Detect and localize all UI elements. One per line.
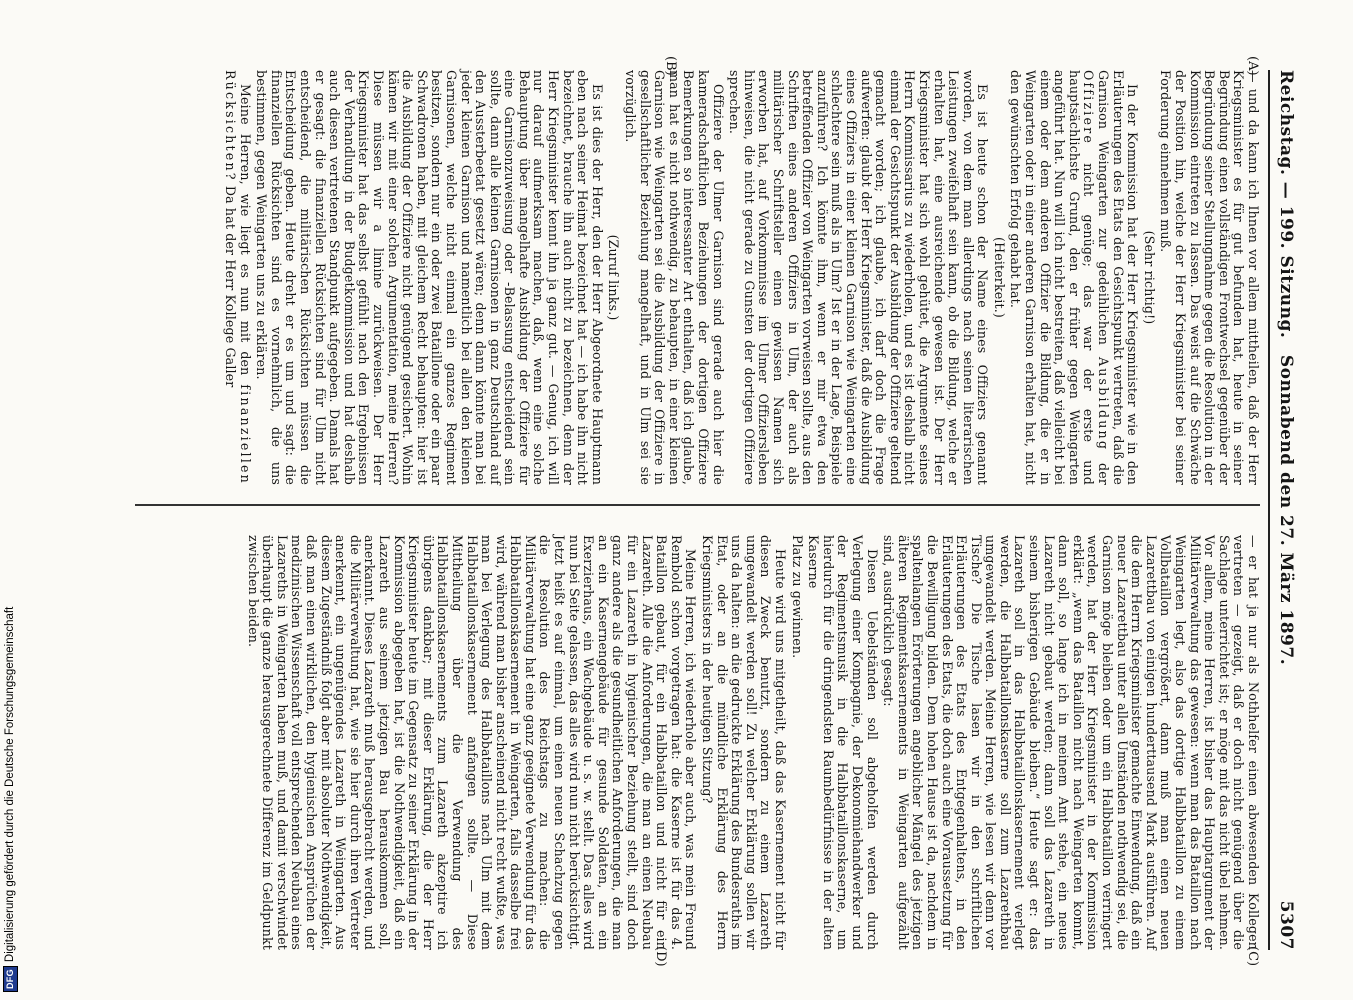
paragraph-text: Da hat der Herr Kollege Galler <box>223 185 239 388</box>
digitization-notice <box>0 2 21 992</box>
paragraph: Heute wird uns mitgetheilt, daß das Kasernement nicht für diesen Zweck benutzt, sondern zu einem Lazareth umgewandelt werden soll! Zu welcher Erklärung sollen wir uns da halten: an die gedruckte Erklärung des Bundesraths im Etat, oder an die mündliche Erklärung des Herrn Kriegsministers in der heutigen Sitzung? <box>700 535 788 950</box>
emphasis: finanziellen Rücksichten? <box>223 70 253 485</box>
printed-page <box>100 56 1300 967</box>
paragraph: Es ist heute schon der Name eines Offiziers genannt worden, von dem man allerdings nach seinen literarischen Leistungen zweifelhaft sein kann, ob die Bildung, welche er erhalten hat, eine ausreichende gewesen ist. Der Herr Kriegsminister hat sich wohl gehütet, die Argumente seines Herrn Kommissarius zu wiederholen, und es ist deshalb nicht einmal der Gesichtspunkt der Ausbildung der Offiziere geltend gemacht worden; ich glaube, ich darf doch die Frage aufwerfen: glaubt der Herr Kriegsminister, daß die Ausbildung eines Offiziers in einer kleinen Garnison wie Weingarten eine schlechtere sein muß als in Ulm? Ist er in der Lage, Beispiele anzuführen? Ich könnte ihm, wenn er mir etwa den betreffenden Offizier von Weingarten vorweisen sollte, aus den Schriften eines anderen Offiziers in Ulm, der auch als militärischer Schriftsteller einen gewissen Namen sich erworben hat, auf Vorkommnisse im Ulmer Offiziersleben hinweisen, die nicht gerade zu Gunsten der dortigen Offiziere sprechen. <box>727 70 991 485</box>
paragraph: — er hat ja nur als Nothhelfer einen abwesenden Kollegen vertreten — gezeigt, daß er doch nicht genügend über die Sachlage unterrichtet ist; er möge mit das nicht übel nehmen. Vor allem, meine Herren, ist bisher das Hauptargument der Militärverwaltung das gewesen: wenn man das Bataillon nach Weingarten legt, also das dortige Halbbataillon zu einem Vollbataillon vergrößert, dann muß man einen neuen Lazarettbau von einigen hunderttausend Mark ausführen. Auf die dem Herrn Kriegsminister gemachte Einwendung, daß ein neuer Lazarettbau unter allen Umständen nothwendig sei, die Garnison möge bleiben oder um ein Halbbataillon verringert werden, hat der Herr Kriegsminister in der Kommission erklärt: „wenn das Bataillon nicht nach Weingarten kommt, dann soll, so lange ich in meinem Amt stehe, ein neues Lazareth nicht gebaut werden; dann soll das Lazareth in seinem bisherigen Gebäude bleiben.“ Heute sagt er: das Lazareth soll in das Halbbataillonskasernement verlegt werden, die Halbbataillonskaserne soll zum Lazarethbau umgewandelt werden. Meine Herren, wie lesen wir denn vor Tische? Die Tische lasen wir in den schriftlichen Erläuterungen des Etats des Entgegenhaltens, in den Erläuterungen des Etats, die doch auch eine Voraussetzung für die Bewilligung bilden. Dem hohen Hause ist da, nachdem in spaltenlangen Erörterungen angeblicher Mängel des jetzigen älteren Regimentskasernements in Weingarten aufgezählt sind, ausdrücklich gesagt: <box>881 535 1261 950</box>
page-number: 5307 <box>1276 900 1296 950</box>
interjection: (Heiterkeit.) <box>991 237 1007 318</box>
paragraph-text: der <box>1096 463 1112 486</box>
digitization-notice-text: Digitalisierung gefördert durch die Deutsche Forschungsgemeinschaft <box>4 606 16 963</box>
left-column <box>220 70 1260 485</box>
emphasis: Offiziere <box>1081 70 1097 146</box>
block-quote-end: Platz zu gewinnen. <box>789 535 805 659</box>
paragraph-text: Meine Herren, wie liegt es nun mit den <box>237 84 253 376</box>
right-column <box>243 535 1260 950</box>
paragraph: Meine Herren, ich wiederhole aber auch, was mein Freund Rembold schon vorgetragen hat: die Kaserne ist für das 4. Bataillon gebaut, für ein Halbbataillon und nicht für ein Lazareth. Alle die Anforderungen, die man an einen Neubau für ein Lazareth in hygienischer Beziehung stellt, sind doch ganz andere als die gesundheitlichen Anforderungen, die man an ein Kasernengebäude für gesunde Soldaten, an ein Exerzierhaus, ein Wachgebäude u. s. w. stellt. Das alles wird nun bei Seite gelassen, das alles wird nun nicht berücksichtigt. Jetzt heißt es auf einmal, um einen neuen Schachzug gegen die Resolution des Reichstags zu machen: die Militärverwaltung hat eine ganz geeignete Verwendung für das Halbbataillonskasernement in Weingarten, falls dasselbe frei wird, während man bisher anscheinend nicht recht wußte, was man bei Verlegung des Halbbataillons nach Ulm mit dem Halbbataillonskasernement anfangen sollte. — Diese Mittheilung über die Verwendung des Halbbataillonskasernements zum Lazareth akzeptire ich übrigens dankbar; mit dieser Erklärung, die der Herr Kriegsminister heute im Gegensatz zu seiner Erklärung in der Kommission abgegeben hat, ist die Nothwendigkeit, daß ein Lazareth aus seinem jetzigen Bau herauskommen soll, anerkannt. Dieses Lazareth muß herausgebracht werden, und die Militärverwaltung hat, wie sie hier durch ihren Vertreter anerkennt, ein ungenügendes Lazareth in Weingarten. Aus diesem Zugeständniß folgt aber mit absoluter Nothwendigkeit, daß man einen wirklichen, den hygienischen Ansprüchen der medizinischen Wissenschaft voll entsprechenden Neubau eines Lazareths in Weingarten haben muß, und damit verschwindet überhaupt die ganze herausgerechnete Differenz im Geldpunkt zwischen beiden. <box>245 535 699 950</box>
header-rule <box>1268 70 1270 950</box>
digitization-sidebar <box>0 0 22 1000</box>
emphasis: Ausbildung <box>1096 356 1112 452</box>
page-header <box>1268 70 1300 950</box>
margin-marker-c: (C) <box>1245 946 1260 967</box>
margin-marker-d: (D) <box>653 946 668 967</box>
paragraph <box>222 70 251 485</box>
margin-marker-a: (A) <box>1245 56 1260 76</box>
header-date: Sonnabend den 27. März 1897. <box>1276 354 1296 666</box>
paragraph: Offiziere der Ulmer Garnison sind gerade auch hier die kameradschaftlichen Beziehungen der dortigen Offiziere Bemerkungen so interessanter Art enthalten, daß ich glaube, man hat es nicht nothwendig, zu behaupten, in einer kleinen Garnison wie Weingarten sei die Ausbildung der Offiziere in gesellschaftlicher Beziehung mangelhaft, und in Ulm sei sie vorzüglich. <box>623 70 726 485</box>
header-left: Reichstag. — 199. Sitzung. <box>1276 70 1296 339</box>
block-quote: Diesen Uebelständen soll abgeholfen werden durch Verlegung einer Kompagnie, der Dekonomiehandwerker und der Regimentsmusik in die Halbbataillonskaserne, um hierdurch für die dringendsten Raumbedürfnisse in der alten Kaserne <box>806 535 880 950</box>
interjection: (Zuruf links.) <box>606 234 622 321</box>
paragraph-text: nicht genüge; das war der erste und hauptsächlichste Grund, den er früher gegen Weingarten angeführt hat. Nun will ich nicht bestreiten, daß vielleicht bei einem oder dem anderen Offizier die Bildung, die er in Weingarten oder in einer anderen Garnison erhalten hat, nicht den gewünschten Erfolg gehabt hat. <box>1008 70 1097 485</box>
dfg-logo: DFG <box>3 966 18 992</box>
paragraph-text: In der Kommission hat der Herr Kriegsminister wie in den Erläuterungen des Etats den Gesichtspunkt vertreten, daß die Garnison Weingarten zur gedeihlichen <box>1096 70 1141 485</box>
interjection: (Sehr richtig!) <box>1141 230 1157 325</box>
margin-marker-b: (B) <box>663 56 678 76</box>
column-divider <box>135 504 1260 506</box>
paragraph: — und da kann ich Ihnen vor allem mittheilen, daß der Herr Kriegsminister es für gut befunden hat, heute in seiner Begründung einen vollständigen Frontwechsel gegenüber der Begründung seiner Stellungnahme gegen die Resolution in der Kommission eintreten zu lassen. Das weist auf die Schwäche der Position hin, welche der Herr Kriegsminister bei seiner Forderung einnehmen muß. <box>1158 70 1261 485</box>
paragraph: Es ist dies der Herr, den der Herr Abgeordnete Hauptmann eben nach seiner Heimat bezeichnet hat — ich habe ihn nicht bezeichnet, brauche ihn auch nicht zu bezeichnen, denn der Herr Kriegsminister kennt ihn ja ganz gut. — Genug, ich will nur darauf aufmerksam machen, daß, wenn eine solche Behauptung über mangelhafte Ausbildung der Offiziere für eine Garnisonzuweisung oder -Belassung entscheidend sein sollte, dann alle kleinen Garnisonen in ganz Deutschland auf den Aussterbeetat gesetzt wären; denn dann könnte man bei jeder kleinen Garnison und namentlich bei allen den kleinen Garnisonen, welche nicht einmal ein ganzes Regiment besitzen, sondern nur ein oder zwei Bataillone oder ein paar Schwadronen haben, mit gleichem Recht behaupten: hier ist die Ausbildung der Offiziere nicht genügend gesichert. Wohin kämen wir mit einer solchen Argumentation, meine Herren? Diese müssen wir a limine zurückweisen. Der Herr Kriegsminister hat das selbst gefühlt nach den Ergebnissen der Verhandlung in der Budgetkommission und hat deshalb auch diesen vertretenen Standpunkt aufgegeben. Damals hat er gesagt: die finanziellen Rücksichten sind für Ulm nicht entscheidend, die militärischen Rücksichten müssen die Entscheidung geben. Heute dreht er es um und sagt: die finanziellen Rücksichten sind es vornehmlich, die uns bestimmen, gegen Weingarten uns zu erklären. <box>254 70 605 485</box>
paragraph <box>1008 70 1139 485</box>
